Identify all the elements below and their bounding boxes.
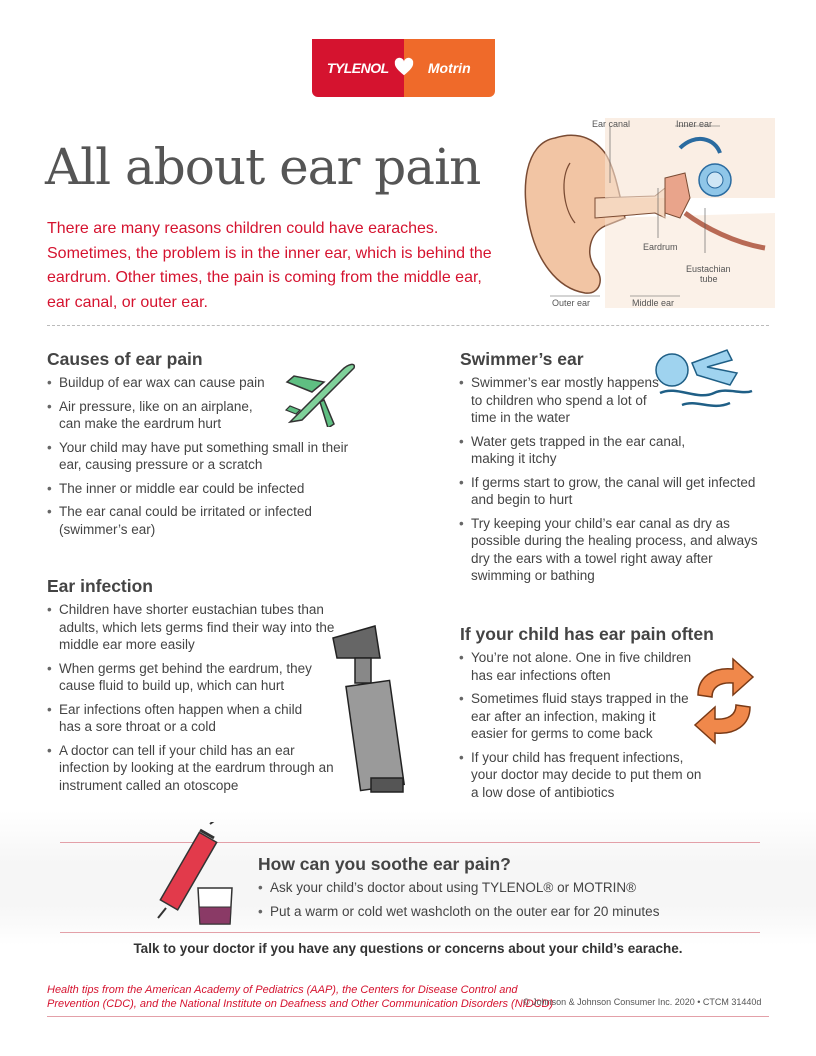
list-item: • Air pressure, like on an airplane, can make the eardrum hurt xyxy=(47,398,259,433)
list-item: • Ear infections often happen when a child has a sore throat or a cold xyxy=(47,701,319,736)
footer-rule xyxy=(47,1016,769,1017)
logo-motrin: Motrin xyxy=(404,39,496,97)
soothe-list xyxy=(258,879,738,926)
often-list xyxy=(459,649,709,807)
list-item: • You’re not alone. One in five children has ear infections often xyxy=(459,649,711,684)
page-title: All about ear pain xyxy=(45,138,481,196)
copyright: © Johnson & Johnson Consumer Inc. 2020 • CTCM 31440d xyxy=(523,997,762,1007)
list-item: • The ear canal could be irritated or infected (swimmer’s ear) xyxy=(47,503,329,538)
infection-heading: Ear infection xyxy=(47,576,153,596)
list-item: • Ask your child’s doctor about using TYLENOL® or MOTRIN® xyxy=(258,879,738,897)
list-item: • Try keeping your child’s ear canal as dry as possible during the healing process, and always dry the ears with a towel right away after swimming or bathing xyxy=(459,515,769,585)
recurring-arrows-icon xyxy=(688,655,760,747)
list-item: • Swimmer’s ear mostly happens to children who spend a lot of time in the water xyxy=(459,374,671,427)
syringe-icon xyxy=(148,822,248,927)
label-tube: tube xyxy=(700,274,718,284)
list-item: • A doctor can tell if your child has an ear infection by looking at the eardrum through an instrument called an otoscope xyxy=(47,742,334,795)
talk-to-doctor-note: Talk to your doctor if you have any questions or concerns about your child’s earache. xyxy=(133,941,683,956)
label-inner-ear: Inner ear xyxy=(676,119,713,129)
heart-icon xyxy=(393,56,415,78)
list-item: • If your child has frequent infections, your doctor may decide to put them on a low dose of antibiotics xyxy=(459,749,711,802)
label-ear-canal: Ear canal xyxy=(592,119,631,129)
list-item: • Sometimes fluid stays trapped in the ear after an infection, making it easier for germs to come back xyxy=(459,690,696,743)
intro-text: There are many reasons children could have earaches. Sometimes, the problem is in the inner ear, which is behind the eardrum. Other times, the pain is coming from the middle ear, ear canal, or outer ear. xyxy=(47,220,492,311)
list-item: • Your child may have put something small in their ear, causing pressure or a scratch xyxy=(47,439,352,474)
label-eardrum: Eardrum xyxy=(643,242,678,252)
list-item: • Water gets trapped in the ear canal, making it itchy xyxy=(459,433,711,468)
list-item: • When germs get behind the eardrum, they cause fluid to build up, which can hurt xyxy=(47,660,329,695)
list-item: • Put a warm or cold wet washcloth on the outer ear for 20 minutes xyxy=(258,903,738,921)
airplane-icon xyxy=(282,352,362,427)
ear-diagram xyxy=(515,118,775,308)
label-eustachian: Eustachian xyxy=(686,264,731,274)
otoscope-icon xyxy=(325,618,410,798)
section-divider xyxy=(47,325,769,326)
list-item: • If germs start to grow, the canal will get infected and begin to hurt xyxy=(459,474,769,509)
causes-heading: Causes of ear pain xyxy=(47,349,203,369)
soothe-heading: How can you soothe ear pain? xyxy=(258,854,511,874)
logo-tylenol: TYLENOL xyxy=(312,39,404,97)
often-heading: If your child has ear pain often xyxy=(460,624,714,644)
swimmer-icon xyxy=(652,345,757,415)
label-outer-ear: Outer ear xyxy=(552,298,591,308)
list-item: • Buildup of ear wax can cause pain xyxy=(47,374,352,392)
label-middle-ear: Middle ear xyxy=(632,298,675,308)
infection-list xyxy=(47,601,342,800)
footnote: Health tips from the American Academy of Pediatrics (AAP), the Centers for Disease Control and Prevention (CDC), and the National Institute on Deafness and Other Communication Disorders (NIDCD) xyxy=(47,984,554,1010)
list-item: • Children have shorter eustachian tubes than adults, which lets germs find their way into the middle ear more easily xyxy=(47,601,339,654)
list-item: • The inner or middle ear could be infected xyxy=(47,480,352,498)
soothe-bottom-rule xyxy=(60,932,760,933)
swimmer-heading: Swimmer’s ear xyxy=(460,349,584,369)
brand-logo xyxy=(312,39,495,97)
